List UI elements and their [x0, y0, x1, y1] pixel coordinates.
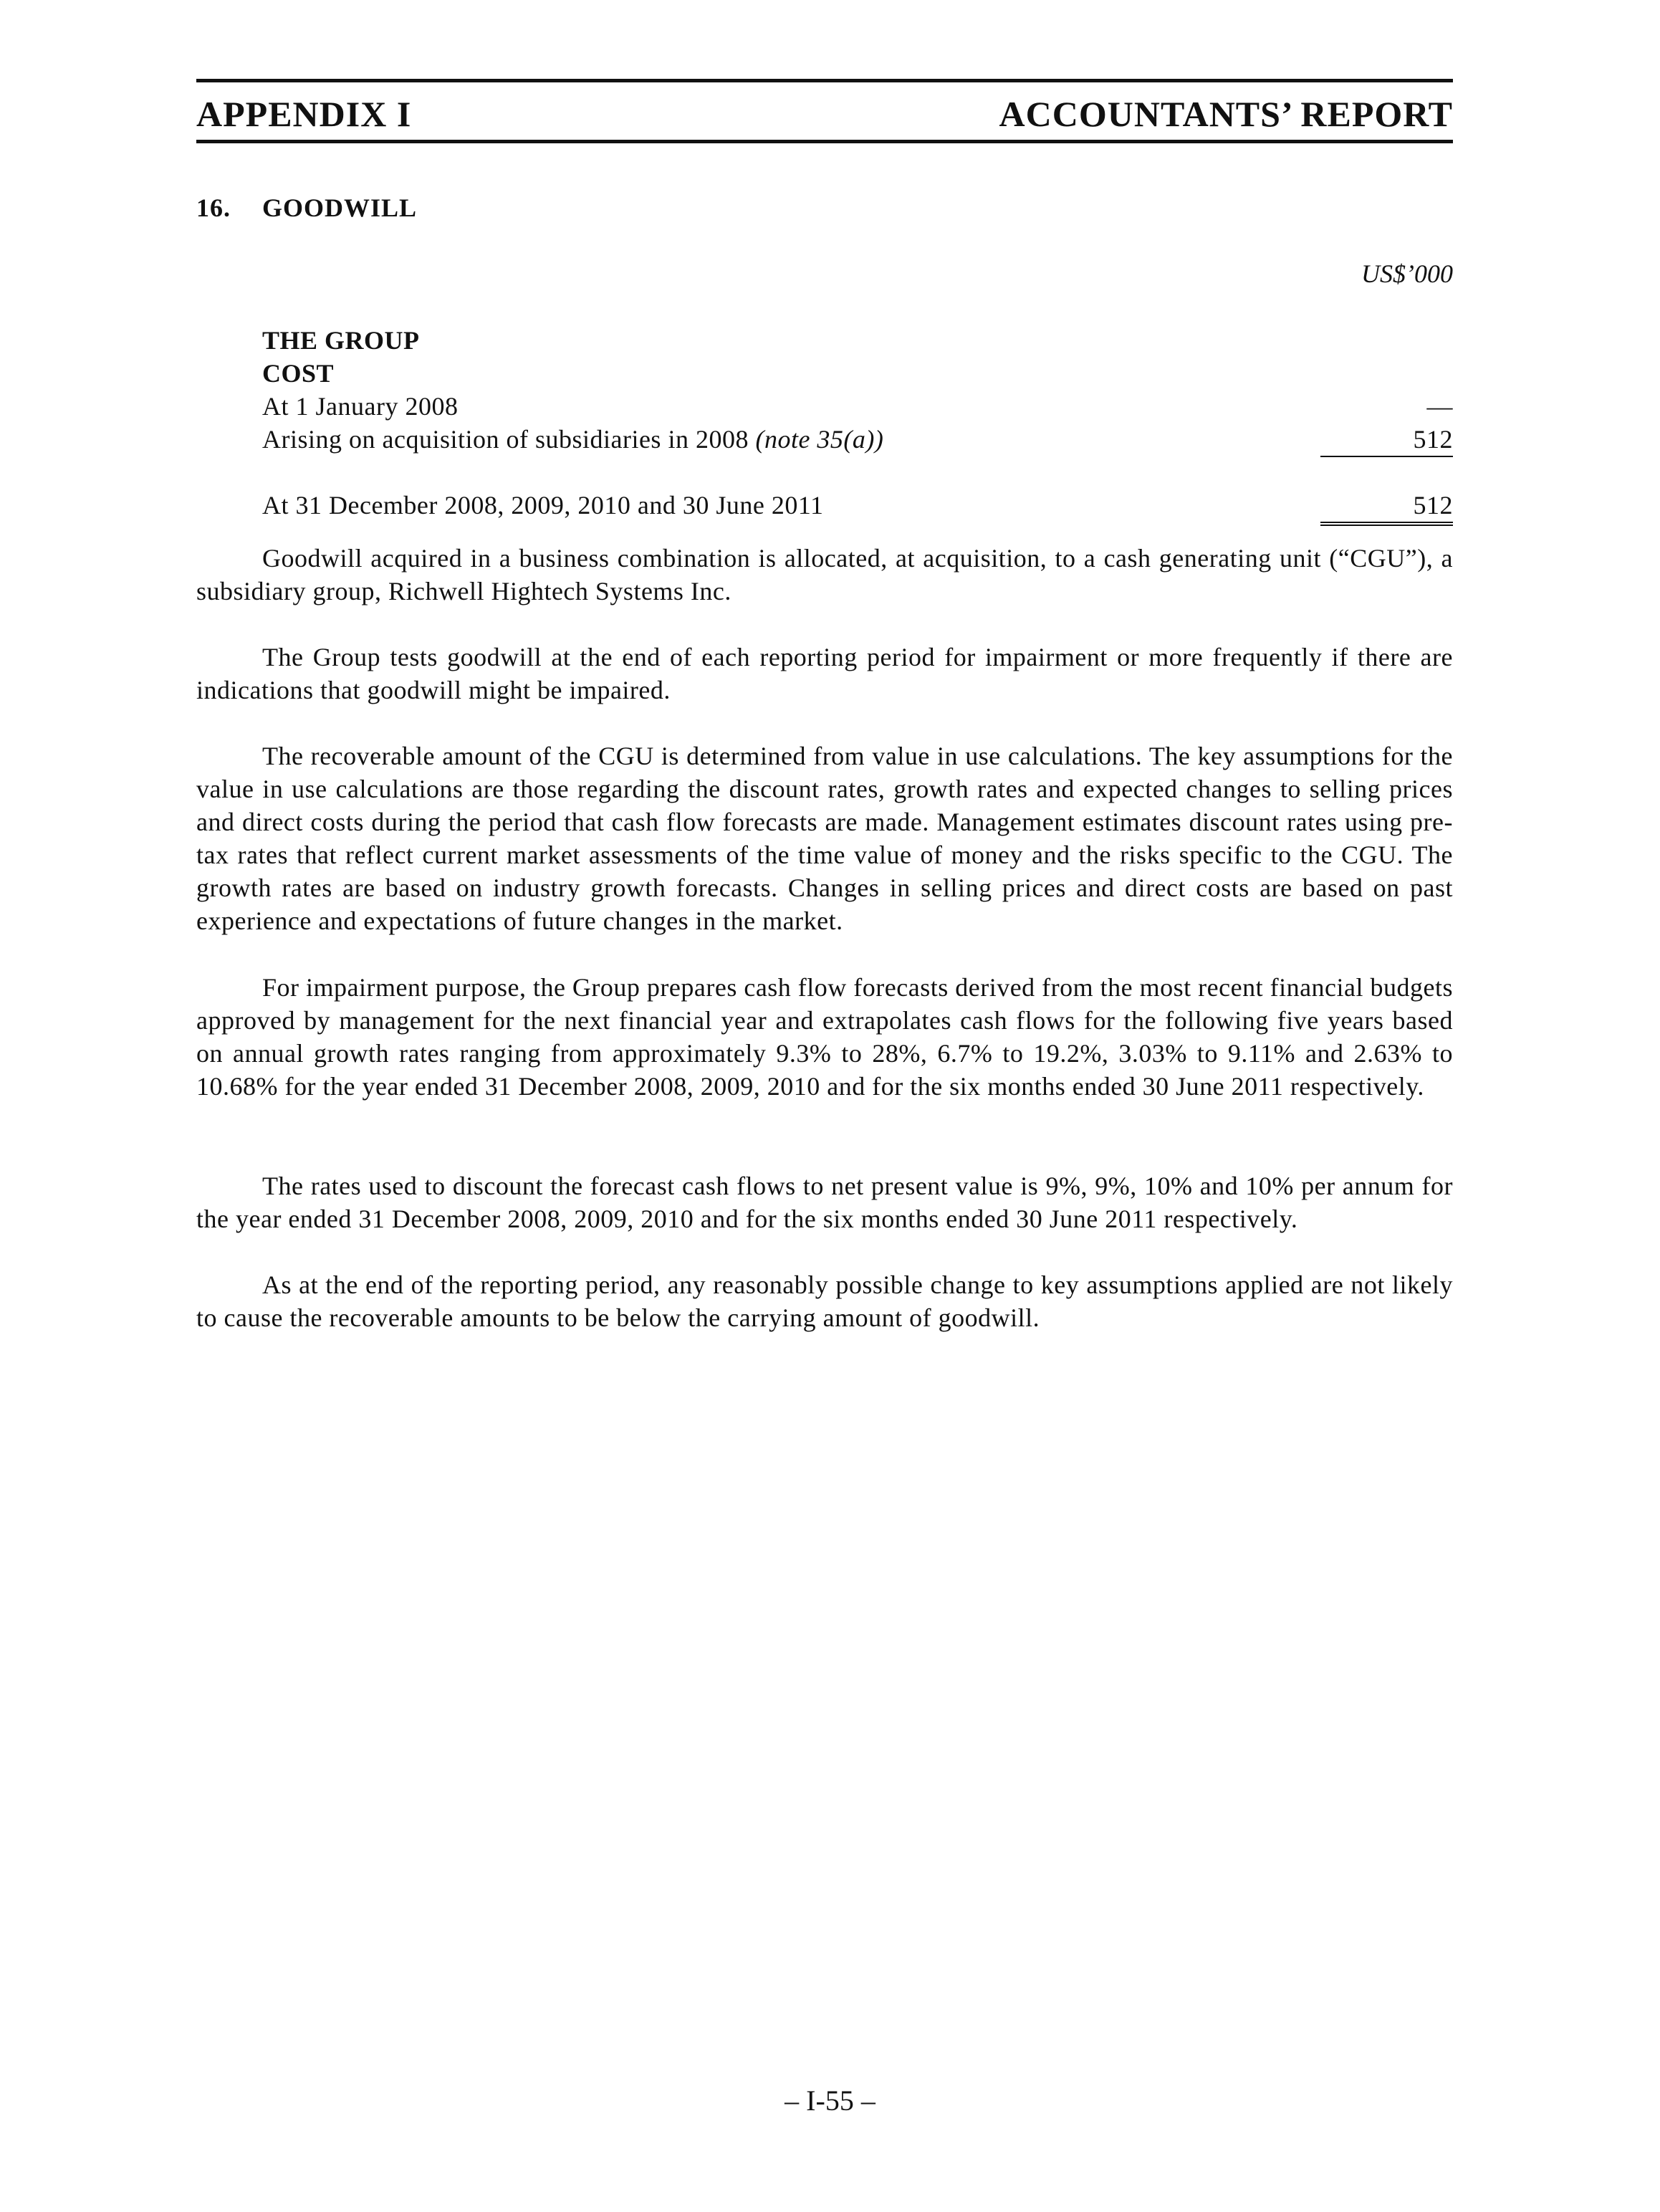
paragraph: Goodwill acquired in a business combination is allocated, at acquisition, to a cash generating unit (“CGU”), a subsidiary group, Richwell Hightech Systems Inc. [196, 544, 1453, 605]
section-heading [196, 192, 417, 224]
paragraph: The rates used to discount the forecast cash flows to net present value is 9%, 9%, 10% and 10% per annum for the year ended 31 December 2008, 2009, 2010 and for the six months ended 30 June 2011 respectively. [196, 1172, 1453, 1233]
table-heading-row [262, 357, 1453, 390]
row-label: At 31 December 2008, 2009, 2010 and 30 June 2011 [262, 491, 824, 520]
paragraph: The recoverable amount of the CGU is determined from value in use calculations. The key assumptions for the value in use calculations are those regarding the discount rates, growth rates and expected changes to selling prices and direct costs during the period that cash flow forecasts are made. Management estimates discount rates using pre-tax rates that reflect current market assessments of the time value of money and the risks specific to the CGU. The growth rates are based on industry growth forecasts. Changes in selling prices and direct costs are based on past experience and expectations of future changes in the market. [196, 742, 1453, 935]
page-number: – I-55 – [785, 2084, 875, 2117]
section-title: GOODWILL [262, 193, 418, 222]
page-header [196, 79, 1453, 143]
table-heading-row [262, 324, 1453, 357]
table-spacer [262, 456, 1453, 489]
row-value: 512 [1320, 489, 1453, 526]
currency-unit-label: US$’000 [1361, 259, 1453, 288]
section-number: 16. [196, 193, 231, 222]
report-title: ACCOUNTANTS’ REPORT [999, 94, 1453, 134]
row-value: — [1426, 392, 1453, 421]
table-total-row [262, 489, 1453, 522]
row-label: At 1 January 2008 [262, 392, 459, 421]
table-row [262, 390, 1453, 423]
table-row [262, 423, 1453, 456]
cost-heading: COST [262, 359, 335, 388]
row-label [262, 423, 883, 456]
row-note: (note 35(a)) [755, 425, 884, 454]
group-heading: THE GROUP [262, 326, 420, 355]
row-value: 512 [1320, 423, 1453, 457]
paragraph: For impairment purpose, the Group prepares cash flow forecasts derived from the most recent financial budgets approved by management for the next financial year and extrapolates cash flows for the following five years based on annual growth rates ranging from approximately 9.3% to 28%, 6.7% to 19.2%, 3.03% to 9.11% and 2.63% to 10.68% for the year ended 31 December 2008, 2009, 2010 and for the six months ended 30 June 2011 respectively. [196, 973, 1453, 1101]
goodwill-table [262, 324, 1453, 522]
appendix-label: APPENDIX I [196, 94, 412, 134]
row-label-text: Arising on acquisition of subsidiaries in 2008 [262, 425, 749, 454]
paragraph: As at the end of the reporting period, any reasonably possible change to key assumptions applied are not likely to cause the recoverable amounts to be below the carrying amount of goodwill. [196, 1270, 1453, 1332]
paragraph: The Group tests goodwill at the end of each reporting period for impairment or more frequently if there are indications that goodwill might be impaired. [196, 643, 1453, 704]
